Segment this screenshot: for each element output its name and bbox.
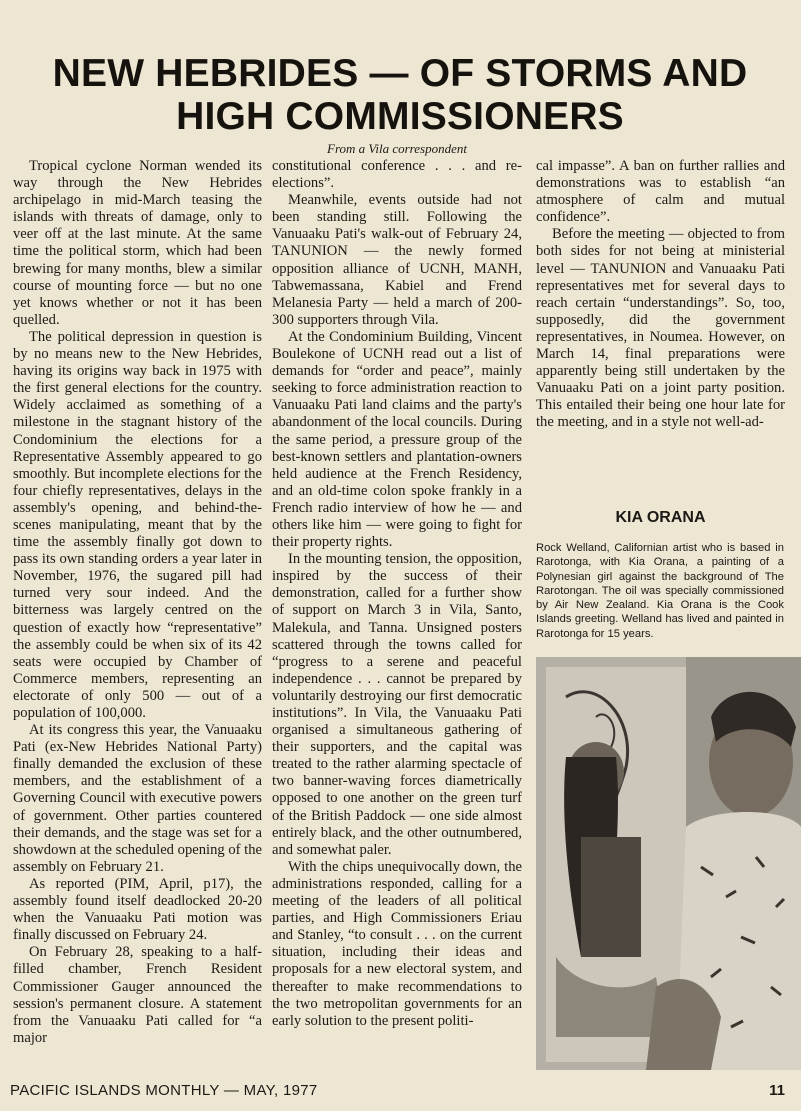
publication-footer: PACIFIC ISLANDS MONTHLY — MAY, 1977 bbox=[10, 1082, 318, 1099]
byline: From a Vila correspondent bbox=[327, 141, 467, 156]
paragraph: The political depression in question is by no means new to the New Hebrides, having its origins way back in 1975 with the first general elections for the country. Widely acclaimed as something of a milestone in the stagnant history of the Condominium the elections for a Representative Assembly appeared to go smoothly. But incomplete elections for the four chiefly representatives, delays in the assembly's opening, and behind-the-scenes manipulating, meant that by the time the assembly finally got down to pass its own standing orders a year later in November, 1976, the sugared pill had turned very sour indeed. And the bitterness was largely centred on the question of exactly how “representative” the assembly could be when six of its 42 seats were occupied by Chamber of Commerce members, representing an electorate of only 500 — out of a population of 100,000. bbox=[13, 328, 262, 721]
headline: NEW HEBRIDES — OF STORMS AND HIGH COMMISSIONERS bbox=[52, 52, 748, 138]
article-column-1 bbox=[13, 158, 262, 1047]
sidebar-title: KIA ORANA bbox=[615, 509, 706, 526]
page-number: 11 bbox=[769, 1082, 785, 1099]
paragraph: On February 28, speaking to a half-filled chamber, French Resident Commissioner Gauger announced the session's permanent closure. A statement from the Vanuaaku Pati called for “a major bbox=[13, 944, 262, 1046]
photo-caption: Rock Welland, Californian artist who is based in Rarotonga, with Kia Orana, a painting of a Polynesian girl against the background of The Rarotongan. The oil was specially commissioned by Air New Zealand. Kia Orana is the Cook Islands greeting. Welland has lived and painted in Rarotonga for 15 years. bbox=[536, 542, 784, 640]
paragraph: Meanwhile, events outside had not been standing still. Following the Vanuaaku Pati's walk-out of February 24, TANUNION — the newly formed opposition alliance of UCNH, MANH, Tabwemassana, Kabiel and Frend Melanesia Party — held a march of 200-300 supporters through Vila. bbox=[272, 192, 522, 328]
paragraph: At the Condominium Building, Vincent Boulekone of UCNH read out a list of demands for “order and peace”, mainly seeking to force administration reaction to Vanuaaku Pati land claims and the party's abandonment of the local councils. During the same period, a pressure group of the best-known settlers and plantation-owners held audience at the French Residency, and an old-time colon spoke frankly in a French radio interview of how he — and others like him — were going to fight for their property rights. bbox=[272, 328, 522, 551]
photo-artist-with-painting bbox=[536, 657, 801, 1070]
paragraph: Tropical cyclone Norman wended its way through the New Hebrides archipelago in mid-March teasing the islands with threats of damage, only to veer off at the last minute. At the same time the political storm, which had been brewing for many months, blew a similar course of mounting force — but no one yet knows whether or not it has been quelled. bbox=[13, 158, 262, 328]
paragraph: constitutional conference . . . and re-elections”. bbox=[272, 158, 522, 192]
paragraph: At its congress this year, the Vanuaaku Pati (ex-New Hebrides National Party) finally demanded the exclusion of these members, and the establishment of a Governing Council with executive powers of government. Other parties countered their demands, and the stage was set for a showdown at the scheduled opening of the assembly on February 21. bbox=[13, 722, 262, 875]
paragraph: With the chips unequivocally down, the administrations responded, calling for a meeting of the leaders of all political parties, and High Commissioners Eriau and Stanley, “to consult . . . on the current situation, including their ideas and proposals for a new electoral system, and thereafter to make recommendations to the two metropolitan governments for an early solution to the present politi- bbox=[272, 858, 522, 1029]
paragraph: As reported (PIM, April, p17), the assembly found itself deadlocked 20-20 when the Vanuaaku Pati motion was finally discussed on February 24. bbox=[13, 875, 262, 944]
article-column-2 bbox=[272, 158, 522, 1030]
paragraph: Before the meeting — objected to from both sides for not being at ministerial level — TANUNION and Vanuaaku Pati representatives met for several days to reach certain “understandings”. So, too, supposedly, did the government representatives, in Noumea. However, on March 14, final preparations were apparently being still undertaken by the Vanuaaku Pati on a joint party position. This entailed their being one hour late for the meeting, and in a style not well-ad- bbox=[536, 226, 785, 431]
paragraph: In the mounting tension, the opposition, inspired by the success of their demonstration, called for a further show of support on March 3 in Vila, Santo, Malekula, and Tanna. Unsigned posters scattered through the towns called for “progress to a serene and peaceful independence . . . cannot be prepared by voluntarily destroying our first democratic institutions”. In Vila, the Vanuaaku Pati organised a simultaneous gathering of their supporters, and the capital was treated to the rather alarming spectacle of two banner-waving forces diametrically opposed to one another on the green turf of the British Paddock — one side almost entirely black, and the other outnumbered, and somewhat paler. bbox=[272, 551, 522, 858]
paragraph: cal impasse”. A ban on further rallies and demonstrations was to establish “an atmosphere of calm and mutual confidence”. bbox=[536, 158, 785, 226]
article-column-3 bbox=[536, 158, 785, 458]
